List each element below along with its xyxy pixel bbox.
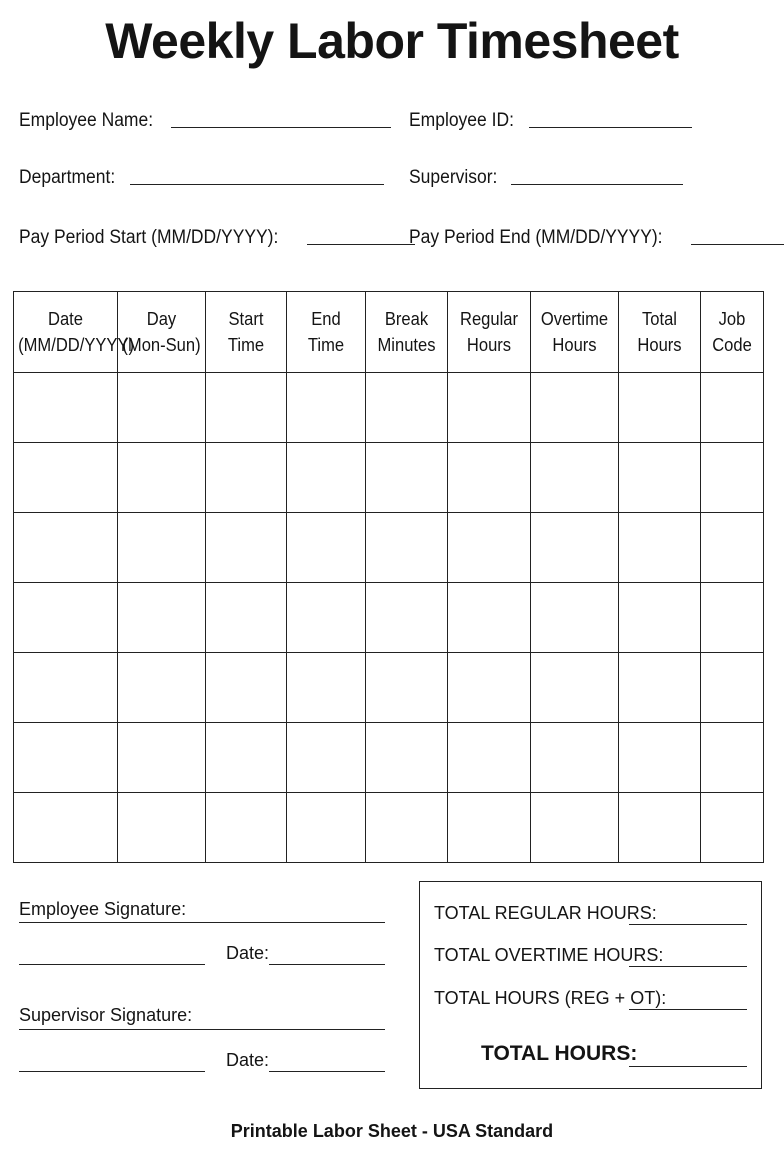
table-row <box>14 793 764 863</box>
pay-period-end-line[interactable] <box>691 244 784 245</box>
supervisor-date-label: Date: <box>226 1050 270 1070</box>
column-header-job-code <box>701 292 764 373</box>
header-line: Time <box>307 335 345 355</box>
table-cell[interactable] <box>287 513 366 583</box>
header-line: Total <box>642 309 677 329</box>
column-header-overtime-hours <box>531 292 619 373</box>
table-cell[interactable] <box>701 513 764 583</box>
table-cell[interactable] <box>448 723 531 793</box>
employee-date-line[interactable] <box>269 964 385 965</box>
timesheet-table <box>13 291 764 863</box>
total-hours-label: TOTAL HOURS: <box>481 1042 638 1065</box>
table-cell[interactable] <box>287 373 366 443</box>
supervisor-signature-label: Supervisor Signature: <box>19 1005 193 1025</box>
total-hours-line[interactable] <box>629 1066 747 1067</box>
header-line: Regular <box>459 309 518 329</box>
supervisor-signature-printed-line[interactable] <box>19 1071 205 1072</box>
employee-signature-line[interactable] <box>19 922 385 923</box>
column-header-date <box>14 292 135 373</box>
table-cell[interactable] <box>14 583 118 653</box>
column-header-regular-hours <box>448 292 531 373</box>
table-cell[interactable] <box>619 723 701 793</box>
table-body <box>14 373 764 863</box>
column-header-total-hours <box>619 292 701 373</box>
table-cell[interactable] <box>118 583 206 653</box>
table-cell[interactable] <box>366 443 448 513</box>
pay-period-end-field[interactable] <box>409 227 784 249</box>
table-cell[interactable] <box>287 583 366 653</box>
table-cell[interactable] <box>619 443 701 513</box>
table-cell[interactable] <box>448 653 531 723</box>
pay-period-start-field[interactable] <box>19 227 415 249</box>
table-cell[interactable] <box>619 793 701 863</box>
supervisor-date-line[interactable] <box>269 1071 385 1072</box>
header-line: (Mon-Sun) <box>122 335 201 355</box>
header-line: Minutes <box>377 335 436 355</box>
table-cell[interactable] <box>531 373 619 443</box>
table-cell[interactable] <box>619 583 701 653</box>
supervisor-signature-line[interactable] <box>19 1029 385 1030</box>
supervisor-label: Supervisor: <box>409 167 498 188</box>
total-overtime-hours-label: TOTAL OVERTIME HOURS: <box>434 945 664 965</box>
table-cell[interactable] <box>531 653 619 723</box>
table-cell[interactable] <box>118 373 206 443</box>
table-cell[interactable] <box>366 653 448 723</box>
table-cell[interactable] <box>14 723 118 793</box>
supervisor-field[interactable] <box>409 167 683 189</box>
header-line: Hours <box>637 335 682 355</box>
header-line: (MM/DD/YYYY) <box>18 335 135 355</box>
column-header-start-time <box>206 292 287 373</box>
department-label: Department: <box>19 167 116 188</box>
table-cell[interactable] <box>448 443 531 513</box>
table-row <box>14 513 764 583</box>
table-cell[interactable] <box>448 513 531 583</box>
column-header-end-time <box>287 292 366 373</box>
table-row <box>14 373 764 443</box>
page-title: Weekly Labor Timesheet <box>105 13 679 69</box>
table-cell[interactable] <box>118 443 206 513</box>
table-row <box>14 443 764 513</box>
table-cell[interactable] <box>206 373 287 443</box>
employee-name-field[interactable] <box>19 110 391 132</box>
pay-period-start-line[interactable] <box>307 244 415 245</box>
table-cell[interactable] <box>701 373 764 443</box>
table-cell[interactable] <box>448 793 531 863</box>
table-cell[interactable] <box>366 723 448 793</box>
table-cell[interactable] <box>366 793 448 863</box>
table-cell[interactable] <box>206 723 287 793</box>
table-cell[interactable] <box>14 653 118 723</box>
table-cell[interactable] <box>531 513 619 583</box>
header-line: Date <box>48 309 83 329</box>
table-cell[interactable] <box>206 583 287 653</box>
table-cell[interactable] <box>701 653 764 723</box>
table-cell[interactable] <box>118 793 206 863</box>
table-cell[interactable] <box>701 583 764 653</box>
header-line: Code <box>712 335 752 355</box>
department-field[interactable] <box>19 167 384 189</box>
header-line: Day <box>146 309 177 329</box>
table-cell[interactable] <box>619 653 701 723</box>
pay-period-end-label: Pay Period End (MM/DD/YYYY): <box>409 227 663 248</box>
employee-id-field[interactable] <box>409 110 692 132</box>
table-cell[interactable] <box>206 513 287 583</box>
table-cell[interactable] <box>366 373 448 443</box>
total-hours-reg-ot-label: TOTAL HOURS (REG + OT): <box>434 988 667 1008</box>
header-line: Break <box>384 309 429 329</box>
table-cell[interactable] <box>206 443 287 513</box>
header-line: Overtime <box>540 309 609 329</box>
table-cell[interactable] <box>14 793 118 863</box>
table-cell[interactable] <box>701 443 764 513</box>
department-line[interactable] <box>130 184 384 185</box>
employee-name-label: Employee Name: <box>19 110 154 131</box>
header-line: Hours <box>466 335 512 355</box>
table-row <box>14 723 764 793</box>
table-cell[interactable] <box>14 373 118 443</box>
table-cell[interactable] <box>118 513 206 583</box>
table-cell[interactable] <box>531 723 619 793</box>
header-line: Time <box>227 335 265 355</box>
table-cell[interactable] <box>366 513 448 583</box>
footer-caption: Printable Labor Sheet - USA Standard <box>230 1121 554 1141</box>
employee-name-line[interactable] <box>171 127 391 128</box>
column-header-break-minutes <box>366 292 448 373</box>
total-regular-hours-line[interactable] <box>629 924 747 925</box>
employee-signature-printed-line[interactable] <box>19 964 205 965</box>
table-cell[interactable] <box>619 513 701 583</box>
table-cell[interactable] <box>206 653 287 723</box>
table-cell[interactable] <box>118 723 206 793</box>
table-cell[interactable] <box>448 373 531 443</box>
table-cell[interactable] <box>366 583 448 653</box>
total-hours-reg-ot-line[interactable] <box>629 1009 747 1010</box>
table-cell[interactable] <box>531 583 619 653</box>
totals-box <box>419 881 762 1089</box>
supervisor-line[interactable] <box>511 184 683 185</box>
table-cell[interactable] <box>701 723 764 793</box>
table-cell[interactable] <box>14 443 118 513</box>
employee-id-label: Employee ID: <box>409 110 514 131</box>
table-cell[interactable] <box>287 723 366 793</box>
header-line: Job <box>718 309 746 329</box>
table-cell[interactable] <box>118 653 206 723</box>
employee-signature-label: Employee Signature: <box>19 899 187 919</box>
table-row <box>14 653 764 723</box>
table-row <box>14 583 764 653</box>
employee-id-line[interactable] <box>529 127 692 128</box>
table-cell[interactable] <box>448 583 531 653</box>
table-cell[interactable] <box>206 793 287 863</box>
table-cell[interactable] <box>531 793 619 863</box>
table-cell[interactable] <box>287 793 366 863</box>
header-line: Hours <box>552 335 597 355</box>
header-line: End <box>311 309 341 329</box>
table-cell[interactable] <box>14 513 118 583</box>
header-line: Start <box>228 309 264 329</box>
table-cell[interactable] <box>287 443 366 513</box>
column-header-day <box>118 292 206 373</box>
pay-period-start-label: Pay Period Start (MM/DD/YYYY): <box>19 227 279 248</box>
table-cell[interactable] <box>531 443 619 513</box>
total-overtime-hours-line[interactable] <box>629 966 747 967</box>
table-cell[interactable] <box>619 373 701 443</box>
table-cell[interactable] <box>701 793 764 863</box>
table-cell[interactable] <box>287 653 366 723</box>
table-header-row <box>14 292 764 373</box>
total-regular-hours-label: TOTAL REGULAR HOURS: <box>434 903 657 923</box>
employee-date-label: Date: <box>226 943 270 963</box>
